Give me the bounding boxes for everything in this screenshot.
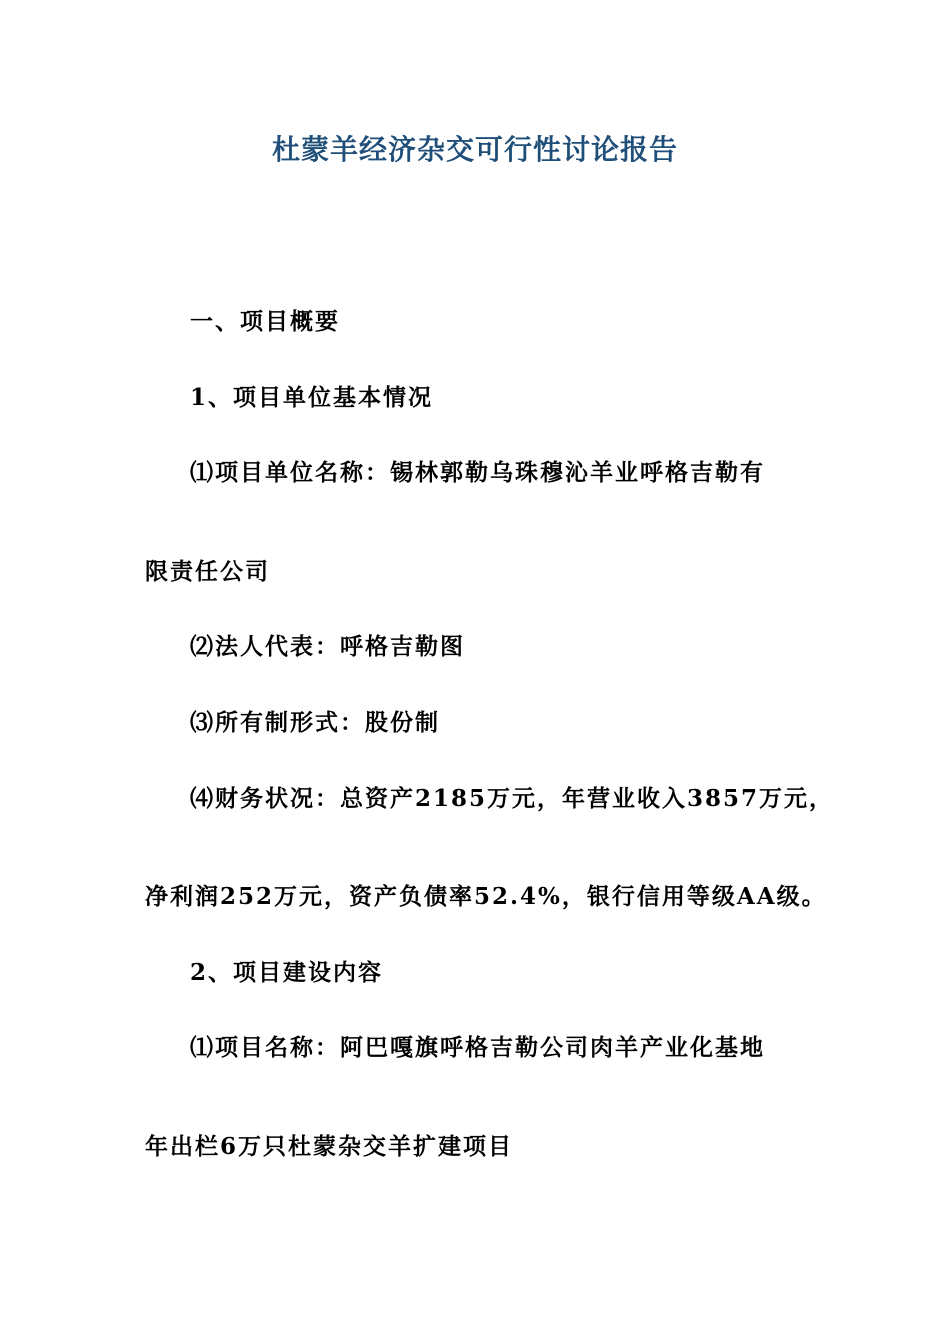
paragraph-financial-status: ⑷财务状况：总资产2185万元，年营业收入3857万元， — [190, 785, 835, 812]
paragraph-legal-representative: ⑵法人代表：呼格吉勒图 — [190, 633, 465, 660]
subsection-heading-construction: 2、项目建设内容 — [190, 959, 384, 986]
paragraph-unit-name: ⑴项目单位名称：锡林郭勒乌珠穆沁羊业呼格吉勒有 — [190, 459, 765, 486]
section-heading-overview: 一、项目概要 — [190, 308, 340, 335]
subsection-heading-unit-info: 1、项目单位基本情况 — [190, 384, 434, 411]
paragraph-financial-status-continued: 净利润252万元，资产负债率52.4%，银行信用等级AA级。 — [145, 883, 827, 910]
paragraph-project-name: ⑴项目名称：阿巴嘎旗呼格吉勒公司肉羊产业化基地 — [190, 1034, 765, 1061]
paragraph-ownership-form: ⑶所有制形式：股份制 — [190, 709, 440, 736]
paragraph-project-name-continued: 年出栏6万只杜蒙杂交羊扩建项目 — [145, 1133, 514, 1160]
paragraph-unit-name-continued: 限责任公司 — [145, 558, 270, 585]
document-title: 杜蒙羊经济杂交可行性讨论报告 — [271, 133, 678, 166]
